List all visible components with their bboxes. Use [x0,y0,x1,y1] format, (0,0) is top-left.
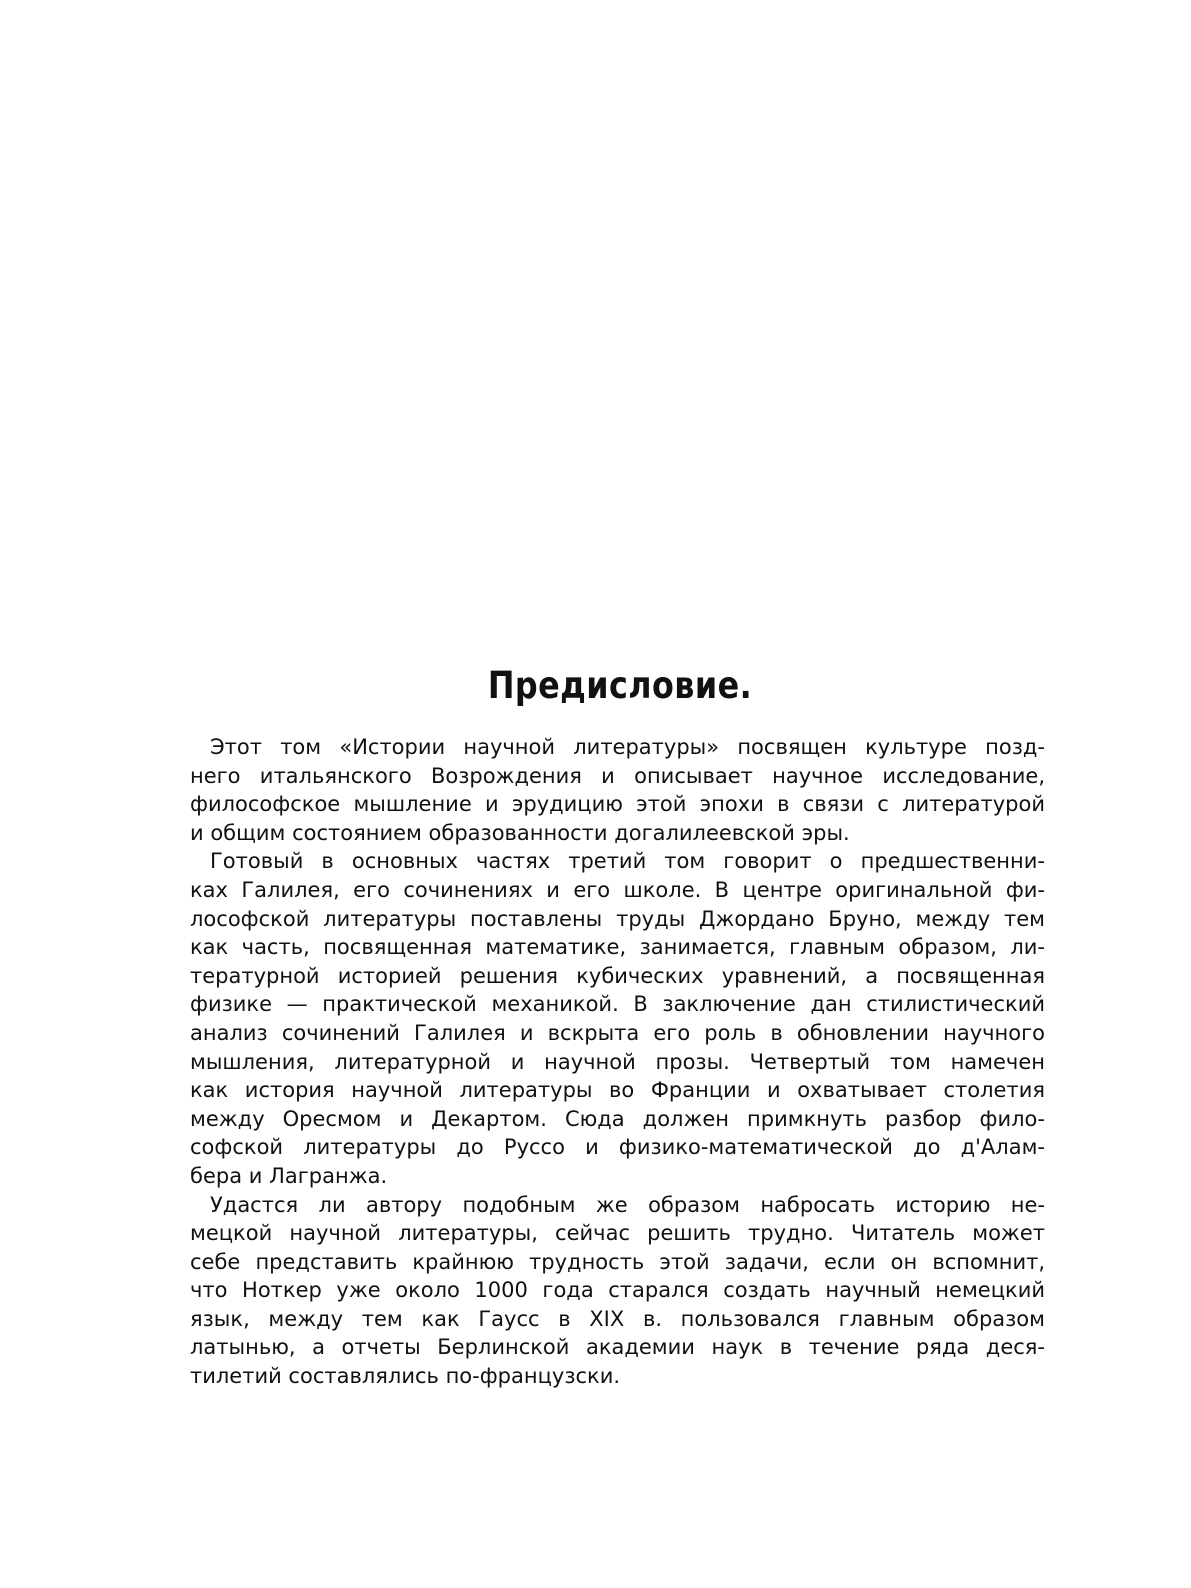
text-line: как история научной литературы во Франции и охватывает столетия [190,1078,1045,1103]
text-line: язык, между тем как Гаусс в XIX в. пользовался главным образом [190,1306,1045,1331]
text-line: философское мышление и эрудицию этой эпохи в связи с литературой [190,792,1045,817]
text-line: него итальянского Возрождения и описывает научное исследование, [190,763,1045,788]
text-line: как часть, посвященная математике, занимается, главным образом, ли- [190,935,1045,960]
text-line: Удастся ли автору подобным же образом набросать историю не- [210,1192,1045,1217]
preface-text [190,733,1045,1391]
text-line: себе представить крайнюю трудность этой задачи, если он вспомнит, [190,1249,1045,1274]
text-line: Готовый в основных частях третий том говорит о предшественни- [210,849,1045,874]
text-line: латынью, а отчеты Берлинской академии наук в течение ряда деся- [190,1335,1045,1360]
text-line: тературной историей решения кубических уравнений, а посвященная [190,963,1045,988]
text-line: физике — практической механикой. В заключение дан стилистический [190,992,1045,1017]
text-line: мышления, литературной и научной прозы. Четвертый том намечен [190,1049,1045,1074]
text-line: Этот том «Истории научной литературы» посвящен культуре позд- [210,735,1045,759]
text-line: мецкой научной литературы, сейчас решить трудно. Читатель может [190,1221,1045,1246]
paragraph-1 [190,733,1045,847]
text-line: между Оресмом и Декартом. Сюда должен примкнуть разбор фило- [190,1106,1045,1131]
text-line: тилетий составлялись по-французски. [190,1364,621,1389]
text-line: что Ноткер уже около 1000 года старался создать научный немецкий [190,1278,1045,1303]
paragraph-2 [190,847,1045,1190]
text-line: лософской литературы поставлены труды Джордано Бруно, между тем [190,906,1045,931]
text-line: анализ сочинений Галилея и вскрыта его роль в обновлении научного [190,1020,1045,1045]
paragraph-3 [190,1191,1045,1391]
text-line: софской литературы до Руссо и физико-математической до д'Алам- [190,1135,1045,1160]
page-title: Предисловие. [487,664,753,707]
text-line: ках Галилея, его сочинениях и его школе. В центре оригинальной фи- [190,877,1045,902]
text-line: бера и Лагранжа. [190,1163,388,1188]
text-line: и общим состоянием образованности догалилеевской эры. [190,820,850,845]
